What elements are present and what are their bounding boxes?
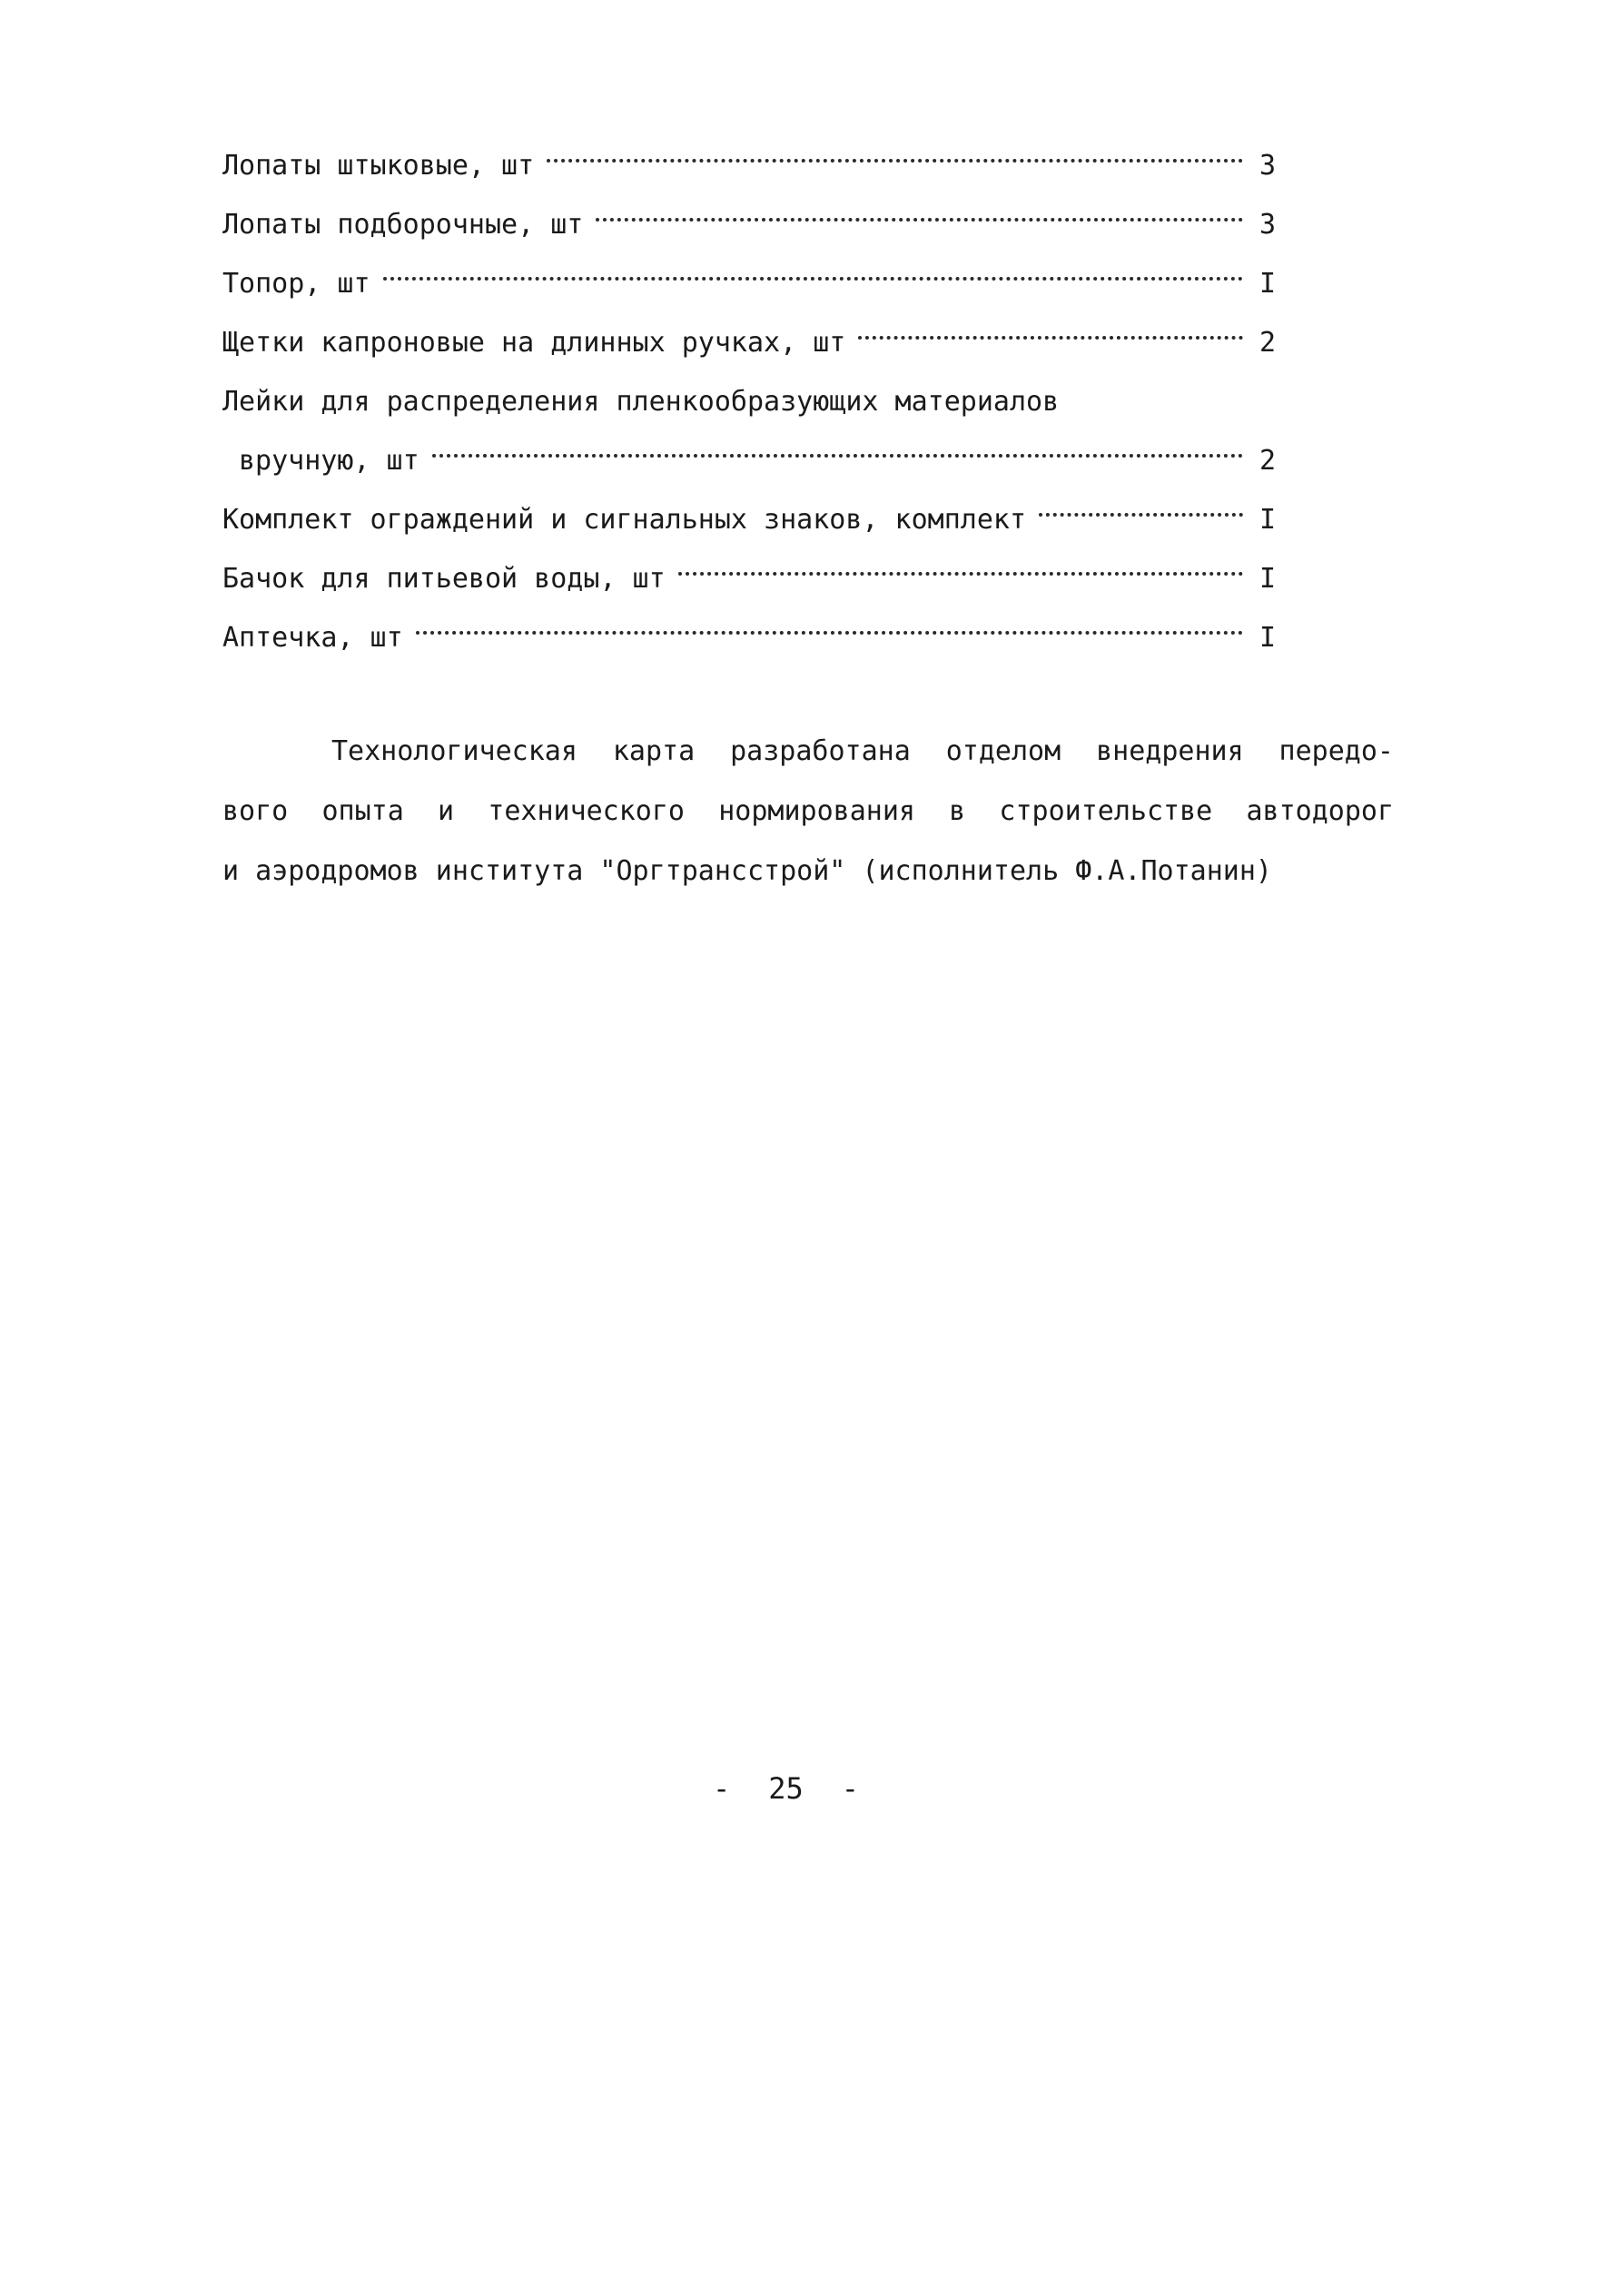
page-number-dash-right: - <box>841 1771 860 1806</box>
list-item <box>222 549 1276 608</box>
item-label: Комплект ограждений и сигнальных знаков, комплект <box>222 504 1027 536</box>
item-label: Лейки для распределения пленкообразующих материалов <box>222 386 1060 418</box>
dot-leader <box>547 159 1243 163</box>
item-label: Бачок для питьевой воды, шт <box>222 563 666 595</box>
dot-leader <box>383 277 1243 281</box>
item-quantity: I <box>1258 268 1276 300</box>
list-item <box>222 608 1276 667</box>
item-quantity: I <box>1258 504 1276 536</box>
item-label: Лопаты подборочные, шт <box>222 209 584 241</box>
list-item <box>222 490 1276 549</box>
credit-line: вого опыта и технического нормирования в строительстве автодорог <box>222 795 1394 827</box>
credit-line: и аэродромов института "Оргтрансстрой" (исполнитель Ф.А.Потанин) <box>222 855 1272 887</box>
dot-leader <box>416 631 1243 635</box>
item-label: вручную, шт <box>239 445 419 477</box>
item-quantity: 2 <box>1258 327 1276 359</box>
page-number <box>0 1766 1585 1811</box>
list-item <box>222 313 1276 372</box>
page-number-dash-left: - <box>712 1771 731 1806</box>
item-quantity: 3 <box>1258 209 1276 241</box>
list-item <box>222 254 1276 313</box>
item-label: Топор, шт <box>222 268 370 300</box>
credit-paragraph <box>222 722 1394 902</box>
equipment-list <box>222 136 1276 667</box>
item-label: Щетки капроновые на длинных ручках, шт <box>222 327 846 359</box>
page-number-value: 25 <box>768 1771 804 1806</box>
item-quantity: I <box>1258 563 1276 595</box>
dot-leader <box>1039 513 1243 517</box>
dot-leader <box>678 572 1243 576</box>
list-item <box>222 372 1276 431</box>
list-item <box>222 195 1276 254</box>
list-item <box>222 136 1276 195</box>
credit-line: Технологическая карта разработана отделом внедрения передо- <box>331 735 1394 767</box>
dot-leader <box>596 218 1243 222</box>
list-item <box>222 431 1276 490</box>
item-label: Лопаты штыковые, шт <box>222 150 535 182</box>
item-quantity: 2 <box>1258 445 1276 477</box>
item-quantity: 3 <box>1258 150 1276 182</box>
item-quantity: I <box>1258 622 1276 654</box>
item-label: Аптечка, шт <box>222 622 403 654</box>
dot-leader <box>432 454 1243 458</box>
dot-leader <box>858 336 1243 340</box>
